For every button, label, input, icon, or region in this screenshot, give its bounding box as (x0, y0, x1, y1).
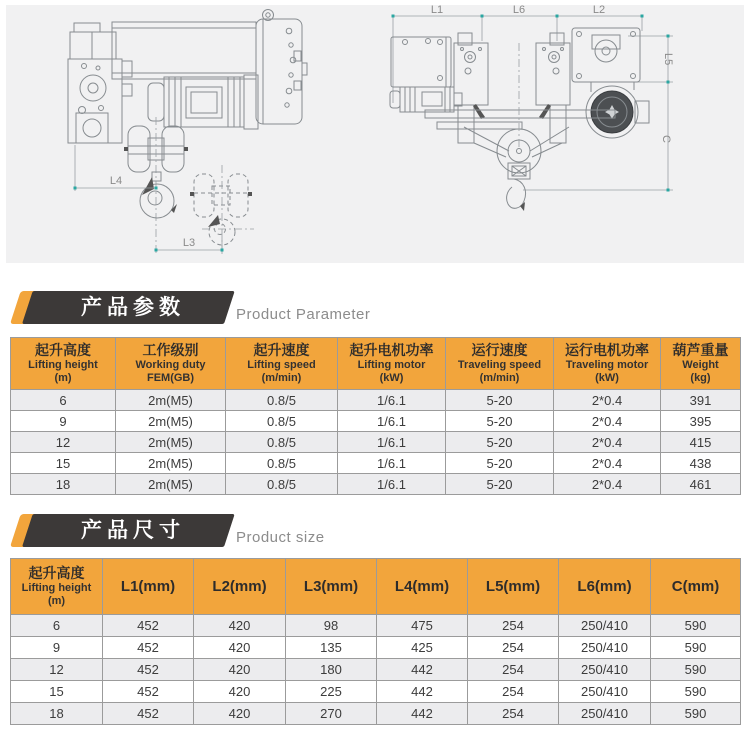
table-cell: 12 (11, 659, 103, 681)
table-row (11, 390, 741, 411)
hook-icon (152, 172, 161, 181)
section-title-cn: 产品参数 (81, 296, 185, 319)
column-header (116, 338, 226, 390)
table-cell: 452 (103, 681, 194, 703)
table-cell: 590 (651, 681, 741, 703)
technical-drawing-panel (6, 5, 744, 263)
table-row (11, 411, 741, 432)
column-label: L1(mm) (120, 577, 176, 595)
section-title-en: Product size (236, 529, 325, 546)
table-cell: 15 (11, 681, 103, 703)
table-cell: 442 (377, 659, 468, 681)
table-cell: 442 (377, 703, 468, 725)
table-cell: 250/410 (559, 659, 651, 681)
dim-label-c: C (660, 135, 672, 143)
column-header (468, 559, 559, 615)
table-cell: 590 (651, 703, 741, 725)
table-cell: 5-20 (446, 390, 554, 411)
table-cell: 6 (11, 615, 103, 637)
table-cell: 254 (468, 703, 559, 725)
table-cell: 2m(M5) (116, 390, 226, 411)
column-label: 葫芦重量 (672, 342, 729, 358)
hoist-drawings (6, 5, 744, 263)
table-cell: 452 (103, 703, 194, 725)
table-cell: 452 (103, 659, 194, 681)
column-header (103, 559, 194, 615)
table-cell: 420 (194, 681, 286, 703)
column-label: Lifting height (28, 359, 98, 371)
column-label: (kW) (595, 372, 619, 384)
section-title-en: Product Parameter (236, 306, 371, 323)
column-label: Weight (682, 359, 719, 371)
column-label: Traveling motor (565, 359, 649, 371)
column-label: 运行速度 (471, 342, 528, 358)
column-label: C(mm) (671, 577, 720, 595)
table-row (11, 615, 741, 637)
table-cell: 0.8/5 (226, 390, 338, 411)
table-cell: 254 (468, 637, 559, 659)
column-header (446, 338, 554, 390)
parameter-table-header-row (11, 338, 741, 390)
table-cell: 395 (661, 411, 741, 432)
table-cell: 250/410 (559, 703, 651, 725)
table-cell: 420 (194, 637, 286, 659)
column-header (559, 559, 651, 615)
column-header (554, 338, 661, 390)
table-cell: 1/6.1 (338, 474, 446, 495)
column-label: (m) (54, 372, 72, 384)
column-label: L6(mm) (577, 577, 632, 595)
table-row (11, 637, 741, 659)
column-label: 起升电机功率 (349, 342, 434, 358)
table-cell: 0.8/5 (226, 474, 338, 495)
table-cell: 590 (651, 637, 741, 659)
column-label: 工作级别 (142, 342, 199, 358)
column-header (286, 559, 377, 615)
column-label: L5(mm) (485, 577, 541, 595)
table-cell: 2*0.4 (554, 453, 661, 474)
parameter-table (10, 337, 741, 495)
table-cell: 438 (661, 453, 741, 474)
column-header (651, 559, 741, 615)
table-row (11, 659, 741, 681)
table-cell: 2*0.4 (554, 432, 661, 453)
dim-label-l3: L3 (182, 237, 196, 249)
table-cell: 452 (103, 615, 194, 637)
table-cell: 2m(M5) (116, 411, 226, 432)
table-row (11, 474, 741, 495)
table-row (11, 453, 741, 474)
column-label: (m/min) (479, 372, 520, 384)
table-cell: 2m(M5) (116, 453, 226, 474)
column-label: Lifting motor (357, 359, 426, 371)
column-header (338, 338, 446, 390)
column-label: 起升高度 (35, 342, 91, 358)
table-cell: 18 (11, 703, 103, 725)
table-cell: 0.8/5 (226, 453, 338, 474)
size-table (10, 558, 741, 725)
column-label: Traveling speed (457, 359, 542, 371)
table-cell: 1/6.1 (338, 390, 446, 411)
hoist-front-view (390, 5, 674, 211)
table-cell: 250/410 (559, 615, 651, 637)
table-cell: 475 (377, 615, 468, 637)
table-cell: 2m(M5) (116, 432, 226, 453)
table-cell: 1/6.1 (338, 411, 446, 432)
table-cell: 2*0.4 (554, 390, 661, 411)
dim-label-l4: L4 (109, 175, 123, 187)
table-cell: 135 (286, 637, 377, 659)
table-cell: 452 (103, 637, 194, 659)
table-cell: 1/6.1 (338, 453, 446, 474)
column-label: (kW) (379, 372, 404, 384)
column-label: (m/min) (261, 372, 302, 384)
table-cell: 590 (651, 615, 741, 637)
table-row (11, 703, 741, 725)
column-label: Lifting height (21, 582, 92, 594)
dim-label-l1: L1 (430, 5, 444, 16)
table-cell: 425 (377, 637, 468, 659)
table-cell: 5-20 (446, 411, 554, 432)
section-title-cn: 产品尺寸 (81, 519, 185, 542)
table-cell: 5-20 (446, 432, 554, 453)
table-cell: 254 (468, 681, 559, 703)
table-cell: 250/410 (559, 637, 651, 659)
table-cell: 254 (468, 659, 559, 681)
section-banner-parameter (10, 291, 740, 324)
table-cell: 442 (377, 681, 468, 703)
column-header (226, 338, 338, 390)
table-cell: 590 (651, 659, 741, 681)
hoist-side-view (68, 10, 307, 255)
table-cell: 225 (286, 681, 377, 703)
column-label: (kg) (690, 372, 711, 384)
column-label: 起升速度 (253, 342, 310, 358)
table-cell: 9 (11, 637, 103, 659)
column-label: 起升高度 (28, 565, 85, 581)
column-header (11, 338, 116, 390)
column-label: (m) (47, 595, 66, 607)
table-cell: 98 (286, 615, 377, 637)
table-cell: 6 (11, 390, 116, 411)
table-cell: 0.8/5 (226, 411, 338, 432)
table-cell: 420 (194, 659, 286, 681)
column-header (377, 559, 468, 615)
table-cell: 0.8/5 (226, 432, 338, 453)
table-cell: 9 (11, 411, 116, 432)
table-cell: 420 (194, 703, 286, 725)
table-cell: 180 (286, 659, 377, 681)
table-cell: 254 (468, 615, 559, 637)
table-cell: 415 (661, 432, 741, 453)
column-header (11, 559, 103, 615)
column-label: L4(mm) (394, 577, 450, 595)
dim-label-l6: L6 (512, 5, 526, 16)
section-banner-size (10, 514, 740, 547)
table-cell: 461 (661, 474, 741, 495)
table-cell: 270 (286, 703, 377, 725)
table-cell: 12 (11, 432, 116, 453)
column-label: Working duty (135, 359, 206, 371)
column-label: L3(mm) (303, 577, 359, 595)
dim-label-l2: L2 (592, 5, 606, 16)
table-row (11, 432, 741, 453)
table-cell: 15 (11, 453, 116, 474)
dim-label-l5: L5 (662, 53, 674, 66)
size-table-header-row (11, 559, 741, 615)
table-cell: 5-20 (446, 474, 554, 495)
column-label: L2(mm) (212, 577, 267, 595)
column-label: FEM(GB) (146, 372, 195, 384)
column-label: Lifting speed (247, 359, 316, 371)
table-row (11, 681, 741, 703)
table-cell: 1/6.1 (338, 432, 446, 453)
table-cell: 2*0.4 (554, 411, 661, 432)
table-cell: 5-20 (446, 453, 554, 474)
table-cell: 250/410 (559, 681, 651, 703)
table-cell: 391 (661, 390, 741, 411)
table-cell: 2*0.4 (554, 474, 661, 495)
table-cell: 2m(M5) (116, 474, 226, 495)
column-label: 运行电机功率 (565, 342, 649, 358)
column-header (661, 338, 741, 390)
table-cell: 420 (194, 615, 286, 637)
column-header (194, 559, 286, 615)
table-cell: 18 (11, 474, 116, 495)
